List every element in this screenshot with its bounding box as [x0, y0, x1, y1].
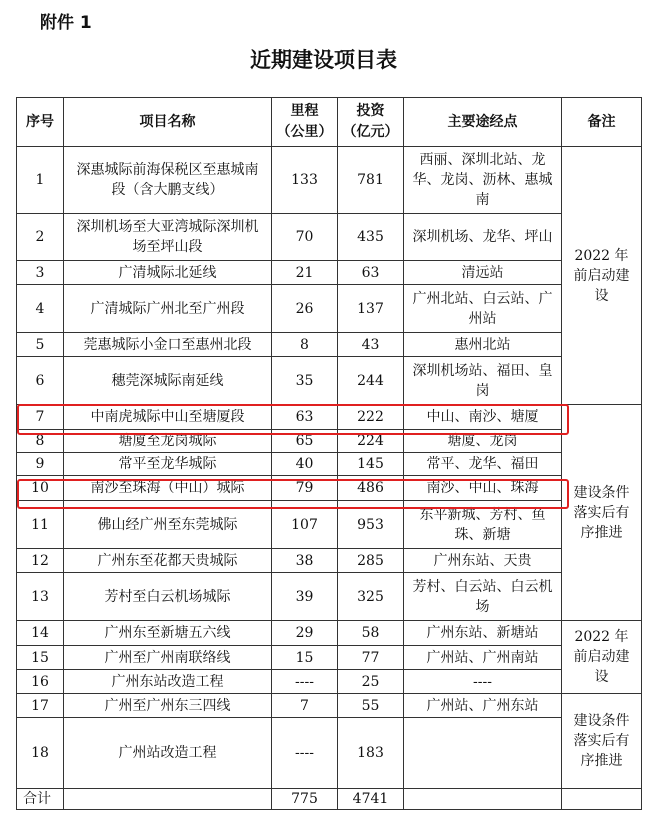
row-stations: 广州东站、天贵 — [404, 549, 562, 573]
row-length: 70 — [272, 214, 338, 261]
row-name: 广州站改造工程 — [64, 718, 272, 789]
row-investment: 285 — [338, 549, 404, 573]
row-stations: 广州站、广州南站 — [404, 646, 562, 670]
row-investment: 183 — [338, 718, 404, 789]
header-length-line2: （公里） — [276, 124, 333, 140]
row-length: 15 — [272, 646, 338, 670]
table-row — [17, 357, 642, 405]
row-length: 65 — [272, 430, 338, 453]
row-stations: 深圳机场、龙华、坪山 — [404, 214, 562, 261]
table-row — [17, 405, 642, 430]
header-row — [17, 98, 642, 147]
row-name: 芳村至白云机场城际 — [64, 573, 272, 621]
row-stations: 东平新城、芳村、鱼珠、新塘 — [404, 501, 562, 549]
row-name: 广州东站改造工程 — [64, 670, 272, 694]
row-name: 深圳机场至大亚湾城际深圳机场至坪山段 — [64, 214, 272, 261]
row-investment: 244 — [338, 357, 404, 405]
header-investment-line1: 投资 — [356, 103, 385, 119]
row-length: 39 — [272, 573, 338, 621]
row-no: 1 — [17, 147, 64, 214]
row-length: 38 — [272, 549, 338, 573]
row-stations: 芳村、白云站、白云机场 — [404, 573, 562, 621]
row-no: 9 — [17, 453, 64, 476]
table-row — [17, 430, 642, 453]
row-investment: 25 — [338, 670, 404, 694]
row-no: 7 — [17, 405, 64, 430]
row-investment: 55 — [338, 694, 404, 718]
row-length: 40 — [272, 453, 338, 476]
row-name: 广州至广州南联络线 — [64, 646, 272, 670]
row-name: 广州东至新塘五六线 — [64, 621, 272, 646]
row-stations: 惠州北站 — [404, 333, 562, 357]
row-name: 莞惠城际小金口至惠州北段 — [64, 333, 272, 357]
row-no: 8 — [17, 430, 64, 453]
row-length: ---- — [272, 718, 338, 789]
row-length: 26 — [272, 285, 338, 333]
table-row — [17, 694, 642, 718]
header-investment — [338, 98, 404, 147]
row-investment: 222 — [338, 405, 404, 430]
header-length-line1: 里程 — [290, 103, 319, 119]
remark-group-d: 建设条件落实后有序推进 — [562, 694, 642, 789]
row-investment: 435 — [338, 214, 404, 261]
header-name: 项目名称 — [64, 98, 272, 147]
row-no: 10 — [17, 476, 64, 501]
row-name: 深惠城际前海保税区至惠城南段（含大鹏支线） — [64, 147, 272, 214]
row-name: 中南虎城际中山至塘厦段 — [64, 405, 272, 430]
row-name: 佛山经广州至东莞城际 — [64, 501, 272, 549]
row-no: 4 — [17, 285, 64, 333]
total-stations-empty — [404, 789, 562, 810]
row-no: 13 — [17, 573, 64, 621]
remark-group-a: 2022 年前启动建设 — [562, 147, 642, 405]
row-no: 6 — [17, 357, 64, 405]
row-stations: ---- — [404, 670, 562, 694]
row-investment: 137 — [338, 285, 404, 333]
row-stations: 广州站、广州东站 — [404, 694, 562, 718]
row-length: 7 — [272, 694, 338, 718]
row-length: ---- — [272, 670, 338, 694]
total-investment: 4741 — [338, 789, 404, 810]
row-no: 11 — [17, 501, 64, 549]
row-investment: 325 — [338, 573, 404, 621]
row-no: 17 — [17, 694, 64, 718]
remark-group-c: 2022 年前启动建设 — [562, 621, 642, 694]
row-name: 南沙至珠海（中山）城际 — [64, 476, 272, 501]
row-stations: 中山、南沙、塘厦 — [404, 405, 562, 430]
total-name-empty — [64, 789, 272, 810]
table-row — [17, 476, 642, 501]
table-row — [17, 718, 642, 789]
row-length: 133 — [272, 147, 338, 214]
total-row — [17, 789, 642, 810]
row-length: 107 — [272, 501, 338, 549]
row-stations: 清远站 — [404, 261, 562, 285]
attachment-label: 附件 1 — [40, 13, 92, 33]
header-investment-line2: （亿元） — [342, 124, 399, 140]
row-no: 16 — [17, 670, 64, 694]
project-table — [16, 97, 642, 810]
row-no: 3 — [17, 261, 64, 285]
row-no: 15 — [17, 646, 64, 670]
row-investment: 953 — [338, 501, 404, 549]
table-row — [17, 621, 642, 646]
total-remark-empty — [562, 789, 642, 810]
table-row — [17, 147, 642, 214]
row-name: 广州至广州东三四线 — [64, 694, 272, 718]
row-no: 2 — [17, 214, 64, 261]
table-row — [17, 285, 642, 333]
table-row — [17, 646, 642, 670]
row-length: 35 — [272, 357, 338, 405]
header-remark: 备注 — [562, 98, 642, 147]
row-investment: 781 — [338, 147, 404, 214]
table-row — [17, 333, 642, 357]
row-stations: 南沙、中山、珠海 — [404, 476, 562, 501]
table-row — [17, 501, 642, 549]
row-stations: 常平、龙华、福田 — [404, 453, 562, 476]
row-name: 广清城际北延线 — [64, 261, 272, 285]
row-stations — [404, 718, 562, 789]
row-name: 广清城际广州北至广州段 — [64, 285, 272, 333]
document-title: 近期建设项目表 — [250, 48, 397, 72]
table-row — [17, 670, 642, 694]
row-investment: 224 — [338, 430, 404, 453]
row-length: 8 — [272, 333, 338, 357]
row-investment: 486 — [338, 476, 404, 501]
table-row — [17, 549, 642, 573]
header-length — [272, 98, 338, 147]
row-length: 63 — [272, 405, 338, 430]
row-stations: 广州东站、新塘站 — [404, 621, 562, 646]
row-name: 穗莞深城际南延线 — [64, 357, 272, 405]
row-investment: 77 — [338, 646, 404, 670]
table-row — [17, 261, 642, 285]
row-name: 广州东至花都天贵城际 — [64, 549, 272, 573]
row-investment: 43 — [338, 333, 404, 357]
table-row — [17, 214, 642, 261]
row-length: 21 — [272, 261, 338, 285]
row-no: 5 — [17, 333, 64, 357]
header-stations: 主要途经点 — [404, 98, 562, 147]
total-label: 合计 — [17, 789, 64, 810]
row-no: 18 — [17, 718, 64, 789]
remark-group-b: 建设条件落实后有序推进 — [562, 405, 642, 621]
row-investment: 63 — [338, 261, 404, 285]
row-stations: 广州北站、白云站、广州站 — [404, 285, 562, 333]
row-name: 塘厦至龙岗城际 — [64, 430, 272, 453]
total-length: 775 — [272, 789, 338, 810]
table-row — [17, 453, 642, 476]
row-no: 12 — [17, 549, 64, 573]
row-name: 常平至龙华城际 — [64, 453, 272, 476]
table-row — [17, 573, 642, 621]
row-length: 79 — [272, 476, 338, 501]
row-stations: 深圳机场站、福田、皇岗 — [404, 357, 562, 405]
row-no: 14 — [17, 621, 64, 646]
row-investment: 145 — [338, 453, 404, 476]
row-stations: 西丽、深圳北站、龙华、龙岗、沥林、惠城南 — [404, 147, 562, 214]
header-no: 序号 — [17, 98, 64, 147]
row-investment: 58 — [338, 621, 404, 646]
row-length: 29 — [272, 621, 338, 646]
row-stations: 塘厦、龙岗 — [404, 430, 562, 453]
